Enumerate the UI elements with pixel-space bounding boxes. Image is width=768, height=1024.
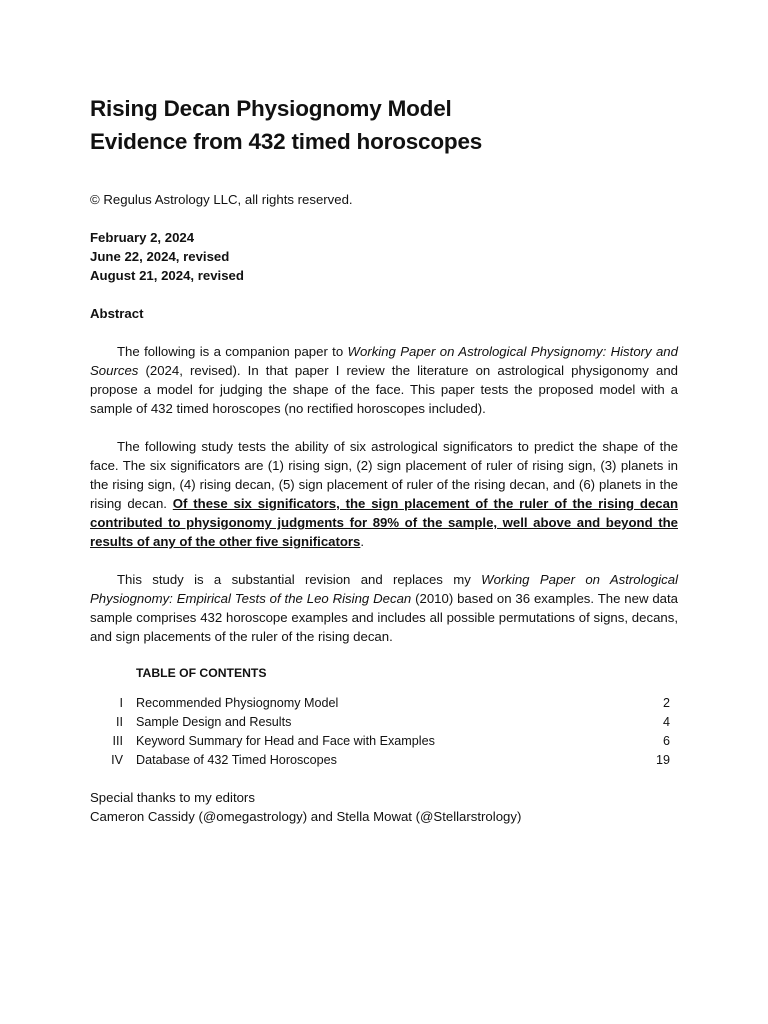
toc-entry-number: II xyxy=(116,715,123,729)
thanks-line-2: Cameron Cassidy (@omegastrology) and Stella Mowat (@Stellarstrology) xyxy=(90,809,522,824)
title-line-1: Rising Decan Physiognomy Model xyxy=(90,96,452,121)
toc-entry-page: 4 xyxy=(662,715,670,729)
toc-entry xyxy=(90,751,678,770)
toc-entry-number: I xyxy=(119,696,123,710)
p1-rest: (2024, revised). In that paper I review the literature on astrological physigonomy and propose a model for judging the shape of the face. This paper tests the proposed model with a sample of 432 timed horoscopes (no rectified horoscopes included). xyxy=(90,363,678,416)
acknowledgements xyxy=(90,788,678,826)
document-page xyxy=(90,92,678,826)
thanks-line-1: Special thanks to my editors xyxy=(90,790,255,805)
date-revision-1: June 22, 2024, revised xyxy=(90,249,230,264)
toc-entry-number: III xyxy=(112,734,123,748)
toc-entry-page: 2 xyxy=(662,696,670,710)
abstract-paragraph-1 xyxy=(90,342,678,418)
toc-entry-label: Recommended Physiognomy Model xyxy=(136,696,339,710)
p2-key-finding: Of these six significators, the sign placement of the ruler of the rising decan contributed to physigonomy judgments for 89% of the sample, well above and beyond the results of any of the other five significators xyxy=(90,496,678,549)
table-of-contents xyxy=(90,694,678,770)
toc-entry-label: Sample Design and Results xyxy=(136,715,292,729)
toc-entry xyxy=(90,732,678,751)
p3-lead: This study is a substantial revision and replaces my xyxy=(117,572,482,587)
p1-lead: The following is a companion paper to xyxy=(117,344,348,359)
toc-entry xyxy=(90,713,678,732)
toc-entry-label: Keyword Summary for Head and Face with Examples xyxy=(136,734,435,748)
toc-heading: TABLE OF CONTENTS xyxy=(136,666,267,680)
revision-dates xyxy=(90,228,678,285)
document-title xyxy=(90,92,678,158)
date-original: February 2, 2024 xyxy=(90,230,195,245)
abstract-heading: Abstract xyxy=(90,306,144,321)
p2-end: . xyxy=(360,534,365,549)
p3-prior-paper-title: Working Paper on Astrological Physiognomy: Empirical Tests of the Leo Rising Decan xyxy=(90,572,678,606)
toc-entry-page: 19 xyxy=(655,753,670,767)
toc-entry xyxy=(90,694,678,713)
p1-companion-title: Working Paper on Astrological Physignomy: History and Sources xyxy=(90,344,678,378)
toc-entry-page: 6 xyxy=(662,734,670,748)
abstract-paragraph-2 xyxy=(90,437,678,551)
p2-lead: The following study tests the ability of six astrological significators to predict the shape of the face. The six significators are (1) rising sign, (2) sign placement of ruler of rising sign, (3) planets in the rising sign, (4) rising decan, (5) sign placement of ruler of the rising decan, and (6) planets in the rising decan. xyxy=(90,439,678,511)
toc-entry-label: Database of 432 Timed Horoscopes xyxy=(136,753,337,767)
p3-rest: (2010) based on 36 examples. The new data sample comprises 432 horoscope examples and includes all possible permutations of signs, decans, and sign placements of the ruler of the rising decan. xyxy=(90,591,679,644)
copyright-notice: © Regulus Astrology LLC, all rights reserved. xyxy=(90,192,353,207)
abstract-paragraph-3 xyxy=(90,570,678,646)
toc-entry-number: IV xyxy=(111,753,123,767)
date-revision-2: August 21, 2024, revised xyxy=(90,268,244,283)
title-line-2: Evidence from 432 timed horoscopes xyxy=(90,129,483,154)
